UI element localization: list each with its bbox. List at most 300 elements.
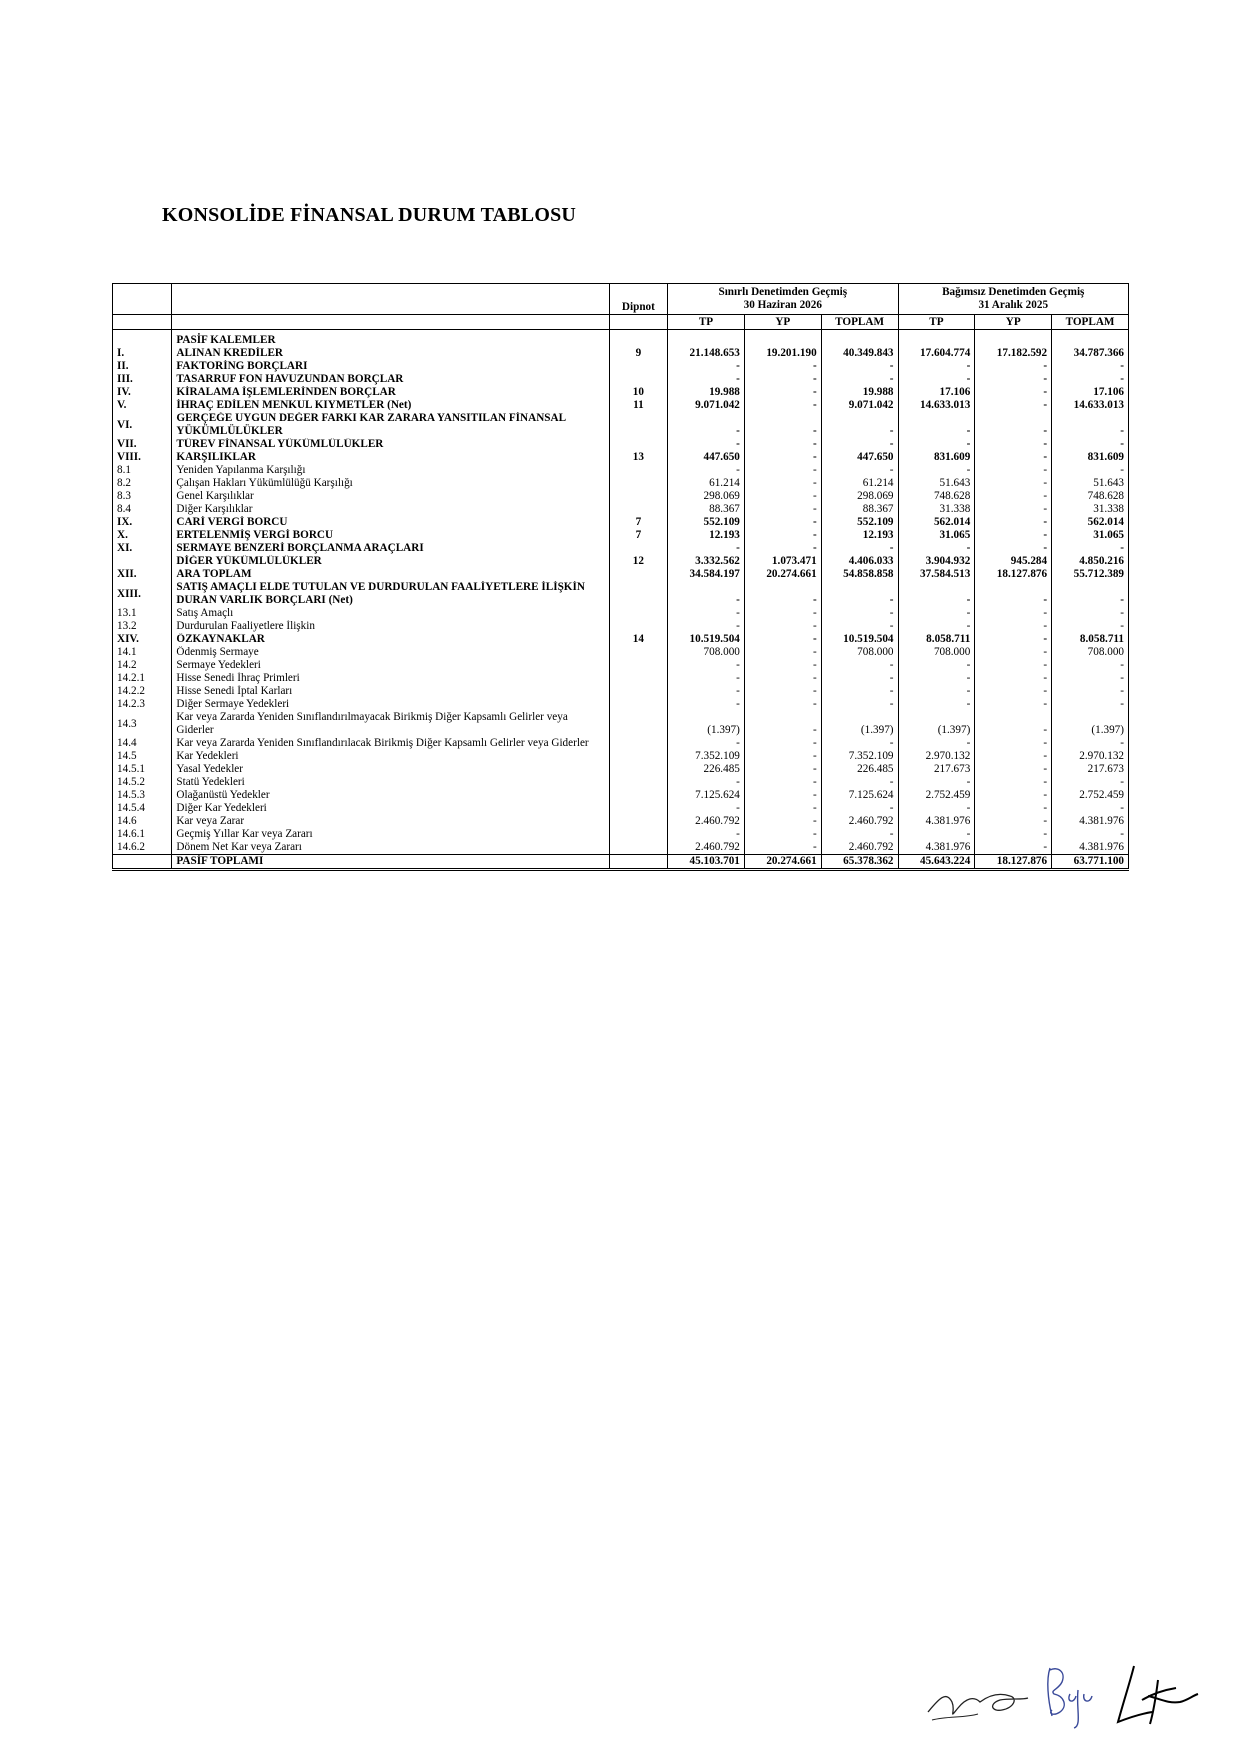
value-tp-current: 226.485 (668, 763, 745, 776)
row-label: ÖZKAYNAKLAR (172, 633, 609, 646)
subheader-yp-current: YP (744, 315, 821, 330)
value-tp-prior: - (898, 659, 975, 672)
value-yp-current: - (744, 776, 821, 789)
value-tp-current: 708.000 (668, 646, 745, 659)
row-code: 14.2.3 (113, 698, 172, 711)
value-toplam-prior: 2.752.459 (1052, 789, 1129, 802)
value-toplam-current: 552.109 (821, 516, 898, 529)
value-toplam-prior: 748.628 (1052, 490, 1129, 503)
value-toplam-current: - (821, 685, 898, 698)
table-row (113, 620, 1129, 633)
row-label: Diğer Karşılıklar (172, 503, 609, 516)
row-code: 14.3 (113, 711, 172, 737)
value-tp-prior: - (898, 464, 975, 477)
value-yp-current: - (744, 477, 821, 490)
value-tp-prior: 51.643 (898, 477, 975, 490)
row-dipnot (609, 581, 667, 607)
value-toplam-current: - (821, 412, 898, 438)
table-row (113, 516, 1129, 529)
value-tp-prior: 17.106 (898, 386, 975, 399)
row-dipnot (609, 438, 667, 451)
table-subheader-row (113, 315, 1129, 330)
subheader-tp-current: TP (668, 315, 745, 330)
financial-position-table (112, 283, 1129, 871)
row-code: 14.6 (113, 815, 172, 828)
value-yp-current: - (744, 607, 821, 620)
value-toplam-prior: 831.609 (1052, 451, 1129, 464)
value-tp-current: - (668, 620, 745, 633)
value-yp-prior: 945.284 (975, 555, 1052, 568)
value-yp-current: - (744, 451, 821, 464)
header-period-prior (898, 284, 1128, 315)
row-label: Durdurulan Faaliyetlere İlişkin (172, 620, 609, 633)
value-yp-prior: - (975, 529, 1052, 542)
table-row (113, 490, 1129, 503)
value-tp-current: 2.460.792 (668, 841, 745, 855)
value-tp-current: (1.397) (668, 711, 745, 737)
value-toplam-prior: - (1052, 672, 1129, 685)
value-toplam-current: - (821, 698, 898, 711)
table-row (113, 789, 1129, 802)
value-tp-prior: 748.628 (898, 490, 975, 503)
header-period-current-audit: Sınırlı Denetimden Geçmiş (718, 286, 848, 298)
value-tp-current: 45.103.701 (668, 855, 745, 870)
table-row (113, 542, 1129, 555)
row-label: Hisse Senedi İptal Karları (172, 685, 609, 698)
row-code: 14.5.4 (113, 802, 172, 815)
row-dipnot (609, 789, 667, 802)
row-dipnot (609, 620, 667, 633)
value-tp-current: - (668, 828, 745, 841)
value-toplam-current: 9.071.042 (821, 399, 898, 412)
value-tp-current: - (668, 581, 745, 607)
row-dipnot (609, 737, 667, 750)
row-dipnot (609, 412, 667, 438)
header-period-current (668, 284, 898, 315)
row-label: SERMAYE BENZERİ BORÇLANMA ARAÇLARI (172, 542, 609, 555)
row-code: VII. (113, 438, 172, 451)
row-code: 14.2.1 (113, 672, 172, 685)
total-row (113, 855, 1129, 870)
value-tp-prior: (1.397) (898, 711, 975, 737)
value-toplam-prior: 2.970.132 (1052, 750, 1129, 763)
signature-1 (928, 1694, 1028, 1714)
value-toplam-prior: 4.850.216 (1052, 555, 1129, 568)
table-row (113, 815, 1129, 828)
value-yp-current: - (744, 373, 821, 386)
value-yp-prior: - (975, 828, 1052, 841)
value-yp-current: - (744, 438, 821, 451)
value-toplam-prior: - (1052, 360, 1129, 373)
value-tp-prior: 31.338 (898, 503, 975, 516)
row-dipnot (609, 672, 667, 685)
value-yp-prior: - (975, 542, 1052, 555)
row-code: XIII. (113, 581, 172, 607)
row-dipnot (609, 802, 667, 815)
row-code: 8.1 (113, 464, 172, 477)
value-toplam-prior: - (1052, 802, 1129, 815)
row-dipnot: 7 (609, 529, 667, 542)
value-tp-current: - (668, 776, 745, 789)
row-label: ALINAN KREDİLER (172, 347, 609, 360)
table-row (113, 438, 1129, 451)
value-yp-prior: - (975, 633, 1052, 646)
value-toplam-current: 12.193 (821, 529, 898, 542)
row-label: Genel Karşılıklar (172, 490, 609, 503)
subheader-yp-prior: YP (975, 315, 1052, 330)
row-code: XIV. (113, 633, 172, 646)
value-toplam-current: 7.125.624 (821, 789, 898, 802)
value-tp-prior: - (898, 438, 975, 451)
value-yp-prior: - (975, 698, 1052, 711)
value-tp-prior: 708.000 (898, 646, 975, 659)
value-tp-current: 298.069 (668, 490, 745, 503)
value-toplam-prior: - (1052, 373, 1129, 386)
row-label: CARİ VERGİ BORCU (172, 516, 609, 529)
header-period-current-date: 30 Haziran 2026 (743, 299, 822, 311)
value-yp-current: 19.201.190 (744, 347, 821, 360)
value-toplam-prior: - (1052, 581, 1129, 607)
value-yp-current: - (744, 412, 821, 438)
table-row (113, 607, 1129, 620)
row-code: 8.2 (113, 477, 172, 490)
value-toplam-current: 298.069 (821, 490, 898, 503)
value-toplam-current: - (821, 737, 898, 750)
row-label: FAKTORİNG BORÇLARI (172, 360, 609, 373)
value-toplam-current: - (821, 607, 898, 620)
header-code-cell (113, 284, 172, 315)
row-label: KARŞILIKLAR (172, 451, 609, 464)
value-tp-prior: 14.633.013 (898, 399, 975, 412)
row-dipnot (609, 750, 667, 763)
value-yp-prior: - (975, 581, 1052, 607)
value-toplam-prior: - (1052, 828, 1129, 841)
row-code: XII. (113, 568, 172, 581)
value-toplam-prior: - (1052, 698, 1129, 711)
value-tp-current: 34.584.197 (668, 568, 745, 581)
value-tp-current: 7.125.624 (668, 789, 745, 802)
value-toplam-prior: 34.787.366 (1052, 347, 1129, 360)
value-toplam-current: 708.000 (821, 646, 898, 659)
value-yp-prior: - (975, 763, 1052, 776)
row-label: Diğer Kar Yedekleri (172, 802, 609, 815)
value-toplam-prior: 51.643 (1052, 477, 1129, 490)
value-yp-prior: - (975, 802, 1052, 815)
header-period-prior-audit: Bağımsız Denetimden Geçmiş (942, 286, 1085, 298)
value-yp-current: - (744, 503, 821, 516)
row-code: 14.6.2 (113, 841, 172, 855)
table-row (113, 360, 1129, 373)
value-toplam-prior: - (1052, 438, 1129, 451)
subheader-toplam-current: TOPLAM (821, 315, 898, 330)
value-yp-current: - (744, 711, 821, 737)
value-toplam-current: 447.650 (821, 451, 898, 464)
value-toplam-current: - (821, 360, 898, 373)
value-toplam-prior: 4.381.976 (1052, 815, 1129, 828)
value-toplam-prior: (1.397) (1052, 711, 1129, 737)
value-tp-prior: - (898, 412, 975, 438)
row-dipnot (609, 360, 667, 373)
value-yp-prior: - (975, 490, 1052, 503)
row-code: II. (113, 360, 172, 373)
value-toplam-current: - (821, 438, 898, 451)
value-tp-current: - (668, 438, 745, 451)
value-toplam-current: - (821, 802, 898, 815)
value-toplam-prior: - (1052, 607, 1129, 620)
value-yp-current: - (744, 646, 821, 659)
value-toplam-prior: - (1052, 412, 1129, 438)
table-row (113, 646, 1129, 659)
value-toplam-prior: 55.712.389 (1052, 568, 1129, 581)
row-label: Satış Amaçlı (172, 607, 609, 620)
value-toplam-current: 10.519.504 (821, 633, 898, 646)
value-yp-prior: - (975, 685, 1052, 698)
value-tp-current: 552.109 (668, 516, 745, 529)
value-toplam-prior: 14.633.013 (1052, 399, 1129, 412)
value-tp-current: - (668, 464, 745, 477)
value-toplam-current: 4.406.033 (821, 555, 898, 568)
value-toplam-prior: - (1052, 542, 1129, 555)
row-dipnot (609, 815, 667, 828)
value-toplam-current: 19.988 (821, 386, 898, 399)
value-toplam-prior: 31.065 (1052, 529, 1129, 542)
row-dipnot (609, 490, 667, 503)
table-row (113, 399, 1129, 412)
value-tp-prior: - (898, 360, 975, 373)
row-label: KİRALAMA İŞLEMLERİNDEN BORÇLAR (172, 386, 609, 399)
value-tp-prior: - (898, 737, 975, 750)
subheader-label-cell (172, 315, 609, 330)
value-toplam-prior: 708.000 (1052, 646, 1129, 659)
value-toplam-current: 65.378.362 (821, 855, 898, 870)
row-label: Kar veya Zararda Yeniden Sınıflandırılmayacak Birikmiş Diğer Kapsamlı Gelirler veya Giderler (172, 711, 609, 737)
row-label: Dönem Net Kar veya Zararı (172, 841, 609, 855)
row-dipnot: 13 (609, 451, 667, 464)
value-tp-prior: - (898, 620, 975, 633)
row-code: 14.5.2 (113, 776, 172, 789)
value-tp-current: - (668, 607, 745, 620)
table-row (113, 633, 1129, 646)
table-row (113, 412, 1129, 438)
value-yp-prior: - (975, 776, 1052, 789)
row-dipnot (609, 477, 667, 490)
value-toplam-prior: - (1052, 464, 1129, 477)
value-toplam-current: - (821, 659, 898, 672)
row-dipnot (609, 855, 667, 870)
value-yp-current: - (744, 763, 821, 776)
table-row (113, 711, 1129, 737)
value-yp-current: - (744, 581, 821, 607)
row-code: 13.1 (113, 607, 172, 620)
row-label: Geçmiş Yıllar Kar veya Zararı (172, 828, 609, 841)
row-label: SATIŞ AMAÇLI ELDE TUTULAN VE DURDURULAN FAALİYETLERE İLİŞKİN DURAN VARLIK BORÇLARI (Net) (172, 581, 609, 607)
row-label: GERÇEĞE UYGUN DEĞER FARKI KAR ZARARA YANSITILAN FİNANSAL YÜKÜMLÜLÜKLER (172, 412, 609, 438)
value-yp-current: - (744, 620, 821, 633)
value-tp-prior: - (898, 828, 975, 841)
value-yp-prior: - (975, 711, 1052, 737)
row-dipnot: 7 (609, 516, 667, 529)
value-tp-current: - (668, 542, 745, 555)
value-yp-prior: - (975, 646, 1052, 659)
row-label: ERTELENMİŞ VERGİ BORCU (172, 529, 609, 542)
row-label: Statü Yedekleri (172, 776, 609, 789)
value-toplam-prior: 562.014 (1052, 516, 1129, 529)
row-label: TASARRUF FON HAVUZUNDAN BORÇLAR (172, 373, 609, 386)
value-yp-prior: - (975, 672, 1052, 685)
value-tp-prior: - (898, 776, 975, 789)
value-tp-prior: 217.673 (898, 763, 975, 776)
row-label: Yasal Yedekler (172, 763, 609, 776)
value-toplam-current: 2.460.792 (821, 815, 898, 828)
row-code: XI. (113, 542, 172, 555)
value-yp-prior: - (975, 464, 1052, 477)
value-yp-prior: - (975, 815, 1052, 828)
value-toplam-prior: 31.338 (1052, 503, 1129, 516)
row-code: 14.5.3 (113, 789, 172, 802)
subheader-dipnot-cell (609, 315, 667, 330)
row-code: VIII. (113, 451, 172, 464)
row-label: Kar Yedekleri (172, 750, 609, 763)
value-toplam-current: 40.349.843 (821, 347, 898, 360)
value-yp-prior: - (975, 841, 1052, 855)
row-code: 8.3 (113, 490, 172, 503)
table-row (113, 672, 1129, 685)
value-yp-current: - (744, 464, 821, 477)
value-tp-current: 61.214 (668, 477, 745, 490)
value-yp-current: - (744, 633, 821, 646)
header-period-prior-date: 31 Aralık 2025 (978, 299, 1049, 311)
value-yp-prior: - (975, 360, 1052, 373)
value-tp-prior: 45.643.224 (898, 855, 975, 870)
row-code: I. (113, 347, 172, 360)
value-yp-prior: - (975, 438, 1052, 451)
value-yp-current: - (744, 529, 821, 542)
value-tp-current: 12.193 (668, 529, 745, 542)
table-row (113, 776, 1129, 789)
value-tp-current: - (668, 412, 745, 438)
value-toplam-prior: 63.771.100 (1052, 855, 1129, 870)
row-dipnot (609, 373, 667, 386)
value-tp-current: 2.460.792 (668, 815, 745, 828)
row-label: PASİF TOPLAMI (172, 855, 609, 870)
signature-1b (932, 1714, 978, 1720)
subheader-toplam-prior: TOPLAM (1052, 315, 1129, 330)
value-tp-prior: 4.381.976 (898, 841, 975, 855)
row-label: Ödenmiş Sermaye (172, 646, 609, 659)
value-tp-current: - (668, 672, 745, 685)
row-code: IX. (113, 516, 172, 529)
value-toplam-current: 7.352.109 (821, 750, 898, 763)
value-tp-prior: - (898, 607, 975, 620)
value-toplam-prior: - (1052, 659, 1129, 672)
value-yp-prior: - (975, 373, 1052, 386)
value-toplam-current: 54.858.858 (821, 568, 898, 581)
value-toplam-current: - (821, 776, 898, 789)
value-tp-current: - (668, 659, 745, 672)
value-yp-prior: - (975, 750, 1052, 763)
value-tp-current: 10.519.504 (668, 633, 745, 646)
value-yp-current: - (744, 399, 821, 412)
table-row (113, 750, 1129, 763)
row-dipnot (609, 776, 667, 789)
value-yp-current: - (744, 750, 821, 763)
value-yp-current: 1.073.471 (744, 555, 821, 568)
row-code (113, 555, 172, 568)
row-label: Hisse Senedi İhraç Primleri (172, 672, 609, 685)
row-code: VI. (113, 412, 172, 438)
value-toplam-current: - (821, 620, 898, 633)
value-toplam-prior: 8.058.711 (1052, 633, 1129, 646)
value-yp-prior: 17.182.592 (975, 347, 1052, 360)
value-tp-prior: 2.752.459 (898, 789, 975, 802)
value-toplam-current: 61.214 (821, 477, 898, 490)
value-tp-prior: 3.904.932 (898, 555, 975, 568)
row-dipnot: 10 (609, 386, 667, 399)
table-row (113, 828, 1129, 841)
signatures (918, 1650, 1218, 1730)
table-row (113, 685, 1129, 698)
value-tp-prior: 17.604.774 (898, 347, 975, 360)
value-toplam-current: - (821, 542, 898, 555)
row-label: ARA TOPLAM (172, 568, 609, 581)
table-row (113, 568, 1129, 581)
value-yp-current: - (744, 490, 821, 503)
table-row (113, 659, 1129, 672)
value-toplam-prior: 217.673 (1052, 763, 1129, 776)
value-toplam-current: 226.485 (821, 763, 898, 776)
row-code: III. (113, 373, 172, 386)
value-tp-prior: - (898, 672, 975, 685)
value-yp-current: - (744, 737, 821, 750)
value-yp-current: 20.274.661 (744, 568, 821, 581)
row-code: 14.4 (113, 737, 172, 750)
row-code: V. (113, 399, 172, 412)
row-label: Diğer Sermaye Yedekleri (172, 698, 609, 711)
value-tp-prior: - (898, 373, 975, 386)
page-title: KONSOLİDE FİNANSAL DURUM TABLOSU (162, 204, 577, 226)
table-row (113, 802, 1129, 815)
value-toplam-current: - (821, 581, 898, 607)
value-yp-current: 20.274.661 (744, 855, 821, 870)
table-row (113, 373, 1129, 386)
value-tp-current: - (668, 802, 745, 815)
value-yp-prior: - (975, 451, 1052, 464)
value-yp-prior: - (975, 399, 1052, 412)
row-code: 13.2 (113, 620, 172, 633)
value-yp-current: - (744, 672, 821, 685)
row-dipnot (609, 503, 667, 516)
table-row (113, 529, 1129, 542)
value-tp-current: - (668, 360, 745, 373)
value-tp-current: - (668, 685, 745, 698)
value-yp-prior: 18.127.876 (975, 568, 1052, 581)
value-yp-prior: - (975, 737, 1052, 750)
value-yp-prior: - (975, 503, 1052, 516)
table-row (113, 841, 1129, 855)
section-heading: PASİF KALEMLER (172, 330, 609, 348)
value-yp-current: - (744, 828, 821, 841)
value-tp-prior: - (898, 698, 975, 711)
row-dipnot (609, 828, 667, 841)
section-heading-row (113, 330, 1129, 348)
row-dipnot (609, 542, 667, 555)
value-toplam-current: 2.460.792 (821, 841, 898, 855)
table-row (113, 451, 1129, 464)
row-label: Olağanüstü Yedekler (172, 789, 609, 802)
value-toplam-current: - (821, 828, 898, 841)
row-label: İHRAÇ EDİLEN MENKUL KIYMETLER (Net) (172, 399, 609, 412)
row-code: 14.2.2 (113, 685, 172, 698)
